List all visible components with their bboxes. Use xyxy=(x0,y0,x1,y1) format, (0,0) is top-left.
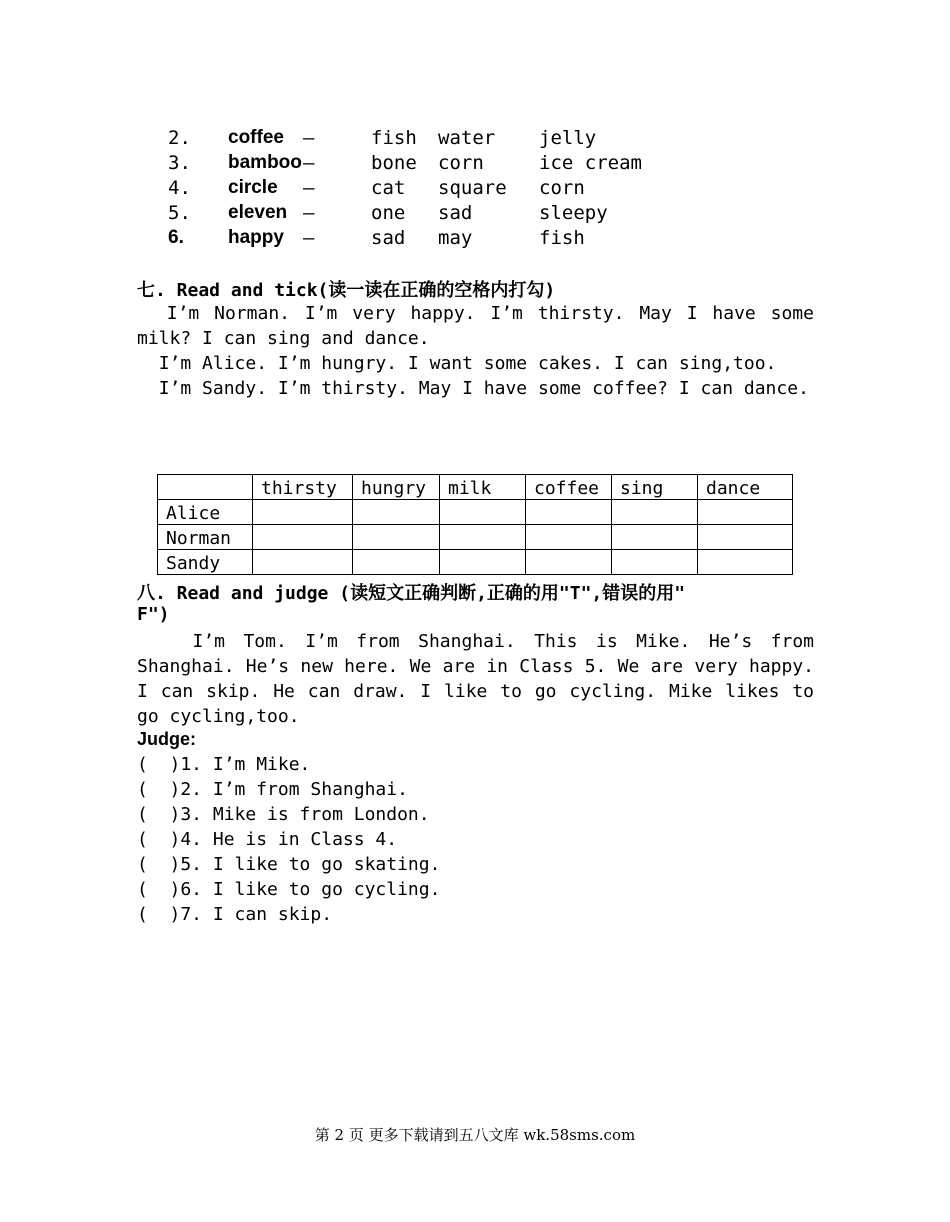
vocab-word: eleven xyxy=(228,202,288,223)
passage-paragraph: I’m Alice. I’m hungry. I want some cakes. I can sing,too. xyxy=(137,353,777,374)
vocab-word: coffee xyxy=(228,127,284,148)
judge-item[interactable]: ( )3. Mike is from London. xyxy=(137,804,430,825)
table-header-cell: milk xyxy=(440,475,526,500)
judge-item[interactable]: ( )6. I like to go cycling. xyxy=(137,879,441,900)
tick-cell[interactable] xyxy=(440,500,526,525)
tick-cell[interactable] xyxy=(526,525,612,550)
tick-cell[interactable] xyxy=(253,525,353,550)
vocab-number: 4. xyxy=(168,177,191,199)
judge-item[interactable]: ( )7. I can skip. xyxy=(137,904,333,925)
tick-cell[interactable] xyxy=(612,550,698,575)
vocab-word: happy xyxy=(228,227,284,248)
section-8-heading-cont: F") xyxy=(137,604,170,625)
page-footer: 第 2 页 更多下载请到五八文库 wk.58sms.com xyxy=(314,1126,636,1144)
tick-cell[interactable] xyxy=(526,500,612,525)
row-label: Alice xyxy=(158,500,253,525)
judge-item[interactable]: ( )5. I like to go skating. xyxy=(137,854,441,875)
vocab-option: corn xyxy=(438,152,484,174)
section-8-heading: 八. Read and judge (读短文正确判断,正确的用"T",错误的用" xyxy=(137,583,686,604)
vocab-option: sad xyxy=(371,227,406,249)
vocab-number: 6. xyxy=(168,227,184,248)
section-7-heading: 七. Read and tick(读一读在正确的空格内打勾) xyxy=(137,280,556,301)
table-header-cell xyxy=(158,475,253,500)
vocab-option: fish xyxy=(371,127,417,149)
vocab-option: corn xyxy=(539,177,585,199)
vocab-option: one xyxy=(371,202,406,224)
tick-table xyxy=(157,474,793,575)
vocab-option: square xyxy=(438,177,507,199)
row-label: Norman xyxy=(158,525,253,550)
passage-paragraph: I’m Sandy. I’m thirsty. May I have some coffee? I can dance. xyxy=(137,378,809,399)
tick-cell[interactable] xyxy=(698,500,793,525)
passage-paragraph: I’m Norman. I’m very happy. I’m thirsty. May I have some milk? I can sing and dance. xyxy=(137,303,825,349)
vocab-word: bamboo xyxy=(228,152,302,173)
vocab-option: water xyxy=(438,127,496,149)
vocab-dash: — xyxy=(303,152,315,174)
table-header-row xyxy=(158,475,793,500)
judge-item[interactable]: ( )4. He is in Class 4. xyxy=(137,829,398,850)
vocab-word: circle xyxy=(228,177,278,198)
table-header-cell: dance xyxy=(698,475,793,500)
section-7-passage xyxy=(137,301,825,401)
tick-cell[interactable] xyxy=(440,550,526,575)
vocab-option: bone xyxy=(371,152,417,174)
tick-cell[interactable] xyxy=(440,525,526,550)
tick-cell[interactable] xyxy=(253,550,353,575)
vocab-option: jelly xyxy=(539,127,597,149)
vocab-option: cat xyxy=(371,177,406,199)
vocab-option: may xyxy=(438,227,473,249)
tick-cell[interactable] xyxy=(353,525,440,550)
vocab-dash: — xyxy=(303,227,315,249)
vocab-option: fish xyxy=(539,227,585,249)
table-row xyxy=(158,500,793,525)
vocab-option: sleepy xyxy=(539,202,608,224)
tick-cell[interactable] xyxy=(526,550,612,575)
vocab-dash: — xyxy=(303,127,315,149)
vocab-dash: — xyxy=(303,177,315,199)
table-row xyxy=(158,550,793,575)
section-8-passage: I’m Tom. I’m from Shanghai. This is Mike. He’s from Shanghai. He’s new here. We are in Class 5. We are very happy. I can skip. He can draw. I like to go cycling. Mike likes to go cycling,too. xyxy=(137,631,825,727)
table-header-cell: coffee xyxy=(526,475,612,500)
vocab-number: 2. xyxy=(168,127,191,149)
tick-cell[interactable] xyxy=(353,500,440,525)
vocab-number: 3. xyxy=(168,152,191,174)
judge-item[interactable]: ( )1. I’m Mike. xyxy=(137,754,311,775)
vocab-option: sad xyxy=(438,202,473,224)
vocab-option: ice cream xyxy=(539,152,642,174)
table-header-cell: sing xyxy=(612,475,698,500)
table-header-cell: hungry xyxy=(353,475,440,500)
tick-cell[interactable] xyxy=(612,525,698,550)
judge-label: Judge: xyxy=(137,729,197,749)
vocab-dash: — xyxy=(303,202,315,224)
table-header-cell: thirsty xyxy=(253,475,353,500)
row-label: Sandy xyxy=(158,550,253,575)
tick-cell[interactable] xyxy=(253,500,353,525)
judge-list xyxy=(137,752,440,927)
vocab-number: 5. xyxy=(168,202,191,224)
judge-item[interactable]: ( )2. I’m from Shanghai. xyxy=(137,779,408,800)
tick-cell[interactable] xyxy=(698,550,793,575)
tick-cell[interactable] xyxy=(612,500,698,525)
tick-cell[interactable] xyxy=(353,550,440,575)
tick-cell[interactable] xyxy=(698,525,793,550)
table-row xyxy=(158,525,793,550)
